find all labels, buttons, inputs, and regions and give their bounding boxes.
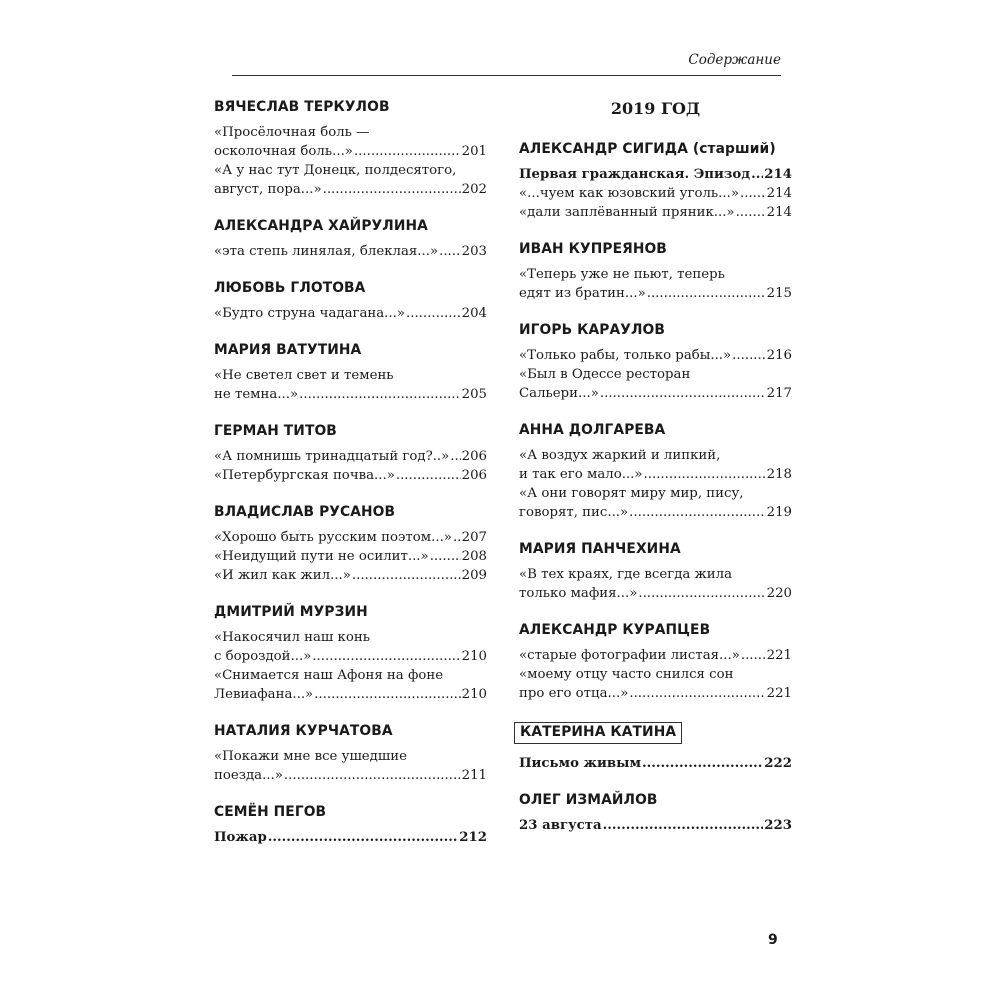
entry-page-number: 207 — [461, 530, 487, 545]
running-header-title: Содержание — [688, 52, 781, 68]
entry-title-line: Письмо живым — [519, 756, 641, 771]
toc-author-section — [519, 321, 792, 403]
entry-title-line: «старые фотографии листая...» — [519, 648, 740, 663]
dot-leader — [741, 646, 766, 665]
toc-entry[interactable] — [214, 628, 487, 666]
dot-leader — [453, 528, 461, 547]
author-name: АЛЕКСАНДРА ХАЙРУЛИНА — [214, 218, 428, 234]
entry-leader-row — [214, 647, 487, 666]
dot-leader — [352, 566, 461, 585]
toc-entry[interactable] — [214, 547, 487, 566]
entry-page-number: 204 — [461, 306, 487, 321]
toc-entry[interactable] — [519, 265, 792, 303]
dot-leader — [430, 547, 461, 566]
toc-author-section — [519, 621, 792, 703]
entry-page-number: 217 — [766, 386, 792, 401]
dot-leader — [354, 142, 461, 161]
toc-entry[interactable] — [214, 304, 487, 323]
entry-page-number: 223 — [764, 818, 792, 833]
entry-page-number: 222 — [764, 756, 792, 771]
entry-leader-row — [519, 584, 792, 603]
entry-leader-row — [519, 754, 792, 773]
entry-title-line: «И жил как жил...» — [214, 568, 351, 583]
entry-title-line: «Снимается наш Афоня на фоне — [214, 668, 444, 683]
toc-author-section — [519, 240, 792, 303]
dot-leader — [647, 284, 766, 303]
entry-title-line: «Покажи мне все ушедшие — [214, 749, 407, 764]
author-name: ИВАН КУПРЕЯНОВ — [519, 241, 667, 257]
author-name: ВЛАДИСЛАВ РУСАНОВ — [214, 504, 396, 520]
page-number: 9 — [768, 932, 778, 948]
entry-leader-row — [519, 165, 792, 184]
dot-leader — [284, 766, 461, 785]
toc-entry[interactable] — [214, 466, 487, 485]
dot-leader — [323, 180, 461, 199]
entry-page-number: 210 — [461, 649, 487, 664]
entry-leader-row — [214, 766, 487, 785]
dot-leader — [740, 184, 766, 203]
toc-entry[interactable] — [214, 828, 487, 847]
entry-leader-row — [214, 547, 487, 566]
entry-page-number: 215 — [766, 286, 792, 301]
toc-entry[interactable] — [519, 346, 792, 365]
author-name: ДМИТРИЙ МУРЗИН — [214, 604, 368, 620]
author-name: СЕМЁН ПЕГОВ — [214, 804, 327, 820]
toc-entry[interactable] — [214, 566, 487, 585]
entry-title-line: «Был в Одессе ресторан — [519, 367, 691, 382]
header-rule — [232, 75, 781, 76]
entry-title-line: «Будто струна чадагана...» — [214, 306, 405, 321]
entry-leader-row — [519, 503, 792, 522]
entry-leader-row — [214, 466, 487, 485]
dot-leader — [450, 447, 460, 466]
entry-page-number: 208 — [461, 549, 487, 564]
dot-leader — [642, 754, 763, 773]
dot-leader — [638, 584, 765, 603]
entry-leader-row — [214, 685, 487, 704]
entry-page-number: 214 — [766, 186, 792, 201]
year-heading: 2019 ГОД — [610, 99, 701, 118]
entry-leader-row — [519, 184, 792, 203]
author-name: ОЛЕГ ИЗМАЙЛОВ — [519, 792, 658, 808]
entry-title-line: осколочная боль...» — [214, 144, 353, 159]
entry-leader-row — [214, 566, 487, 585]
entry-page-number: 203 — [461, 244, 487, 259]
entry-leader-row — [214, 528, 487, 547]
dot-leader — [312, 647, 460, 666]
toc-entry[interactable] — [519, 646, 792, 665]
toc-author-section — [214, 422, 487, 485]
entry-leader-row — [214, 304, 487, 323]
author-name: АЛЕКСАНДР КУРАПЦЕВ — [519, 622, 711, 638]
toc-entry[interactable] — [519, 816, 792, 835]
entry-leader-row — [519, 203, 792, 222]
author-name: МАРИЯ ПАНЧЕХИНА — [519, 541, 681, 557]
entry-title-line: Первая гражданская. Эпизод — [519, 167, 751, 182]
dot-leader — [600, 384, 766, 403]
entry-title-line: «В тех краях, где всегда жила — [519, 567, 733, 582]
entry-page-number: 212 — [459, 830, 487, 845]
entry-leader-row — [214, 385, 487, 404]
entry-page-number: 202 — [461, 182, 487, 197]
entry-title-line: и так его мало...» — [519, 467, 643, 482]
toc-entry[interactable] — [214, 666, 487, 704]
toc-entry[interactable] — [214, 123, 487, 161]
entry-page-number: 209 — [461, 568, 487, 583]
dot-leader — [396, 466, 461, 485]
toc-entry[interactable] — [519, 754, 792, 773]
toc-right-column — [519, 98, 792, 853]
toc-left-column — [214, 98, 487, 865]
entry-leader-row — [214, 242, 487, 261]
author-name: ГЕРМАН ТИТОВ — [214, 423, 337, 439]
entry-page-number: 220 — [766, 586, 792, 601]
toc-author-section — [519, 721, 792, 773]
entry-leader-row — [519, 284, 792, 303]
entry-page-number: 206 — [461, 468, 487, 483]
toc-entry[interactable] — [214, 447, 487, 466]
entry-leader-row — [519, 384, 792, 403]
dot-leader — [314, 685, 460, 704]
entry-page-number: 205 — [461, 387, 487, 402]
toc-entry[interactable] — [214, 242, 487, 261]
entry-title-line: Пожар — [214, 830, 267, 845]
toc-entry[interactable] — [214, 366, 487, 404]
dot-leader — [406, 304, 461, 323]
toc-author-section — [519, 540, 792, 603]
entry-leader-row — [214, 142, 487, 161]
entry-page-number: 201 — [461, 144, 487, 159]
entry-title-line: «Петербургская почва...» — [214, 468, 395, 483]
dot-leader — [751, 165, 763, 184]
entry-page-number: 206 — [461, 449, 487, 464]
entry-title-line: «моему отцу часто снился сон — [519, 667, 734, 682]
entry-title-line: с бороздой...» — [214, 649, 312, 664]
toc-author-section — [214, 98, 487, 199]
author-name: НАТАЛИЯ КУРЧАТОВА — [214, 723, 393, 739]
entry-leader-row — [214, 180, 487, 199]
toc-entry[interactable] — [519, 446, 792, 484]
toc-entry[interactable] — [519, 484, 792, 522]
entry-title-line: Левиафана...» — [214, 687, 314, 702]
entry-title-line: едят из братин...» — [519, 286, 646, 301]
entry-title-line: август, пора...» — [214, 182, 322, 197]
toc-author-section — [519, 791, 792, 835]
entry-page-number: 221 — [766, 648, 792, 663]
author-name: ЛЮБОВЬ ГЛОТОВА — [214, 280, 366, 296]
toc-author-section — [214, 603, 487, 704]
author-name: КАТЕРИНА КАТИНА — [514, 722, 682, 744]
dot-leader — [644, 465, 766, 484]
entry-page-number: 210 — [461, 687, 487, 702]
toc-entry[interactable] — [214, 528, 487, 547]
dot-leader — [736, 203, 766, 222]
dot-leader — [629, 503, 765, 522]
dot-leader — [439, 242, 461, 261]
toc-entry[interactable] — [519, 165, 792, 184]
entry-title-line: «Теперь уже не пьют, теперь — [519, 267, 725, 282]
entry-title-line: «А у нас тут Донецк, полдесятого, — [214, 163, 457, 178]
toc-entry[interactable] — [214, 747, 487, 785]
dot-leader — [603, 816, 764, 835]
entry-leader-row — [519, 346, 792, 365]
entry-page-number: 216 — [766, 348, 792, 363]
dot-leader — [732, 346, 765, 365]
entry-title-line: говорят, пис...» — [519, 505, 629, 520]
entry-leader-row — [214, 447, 487, 466]
entry-title-line: только мафия...» — [519, 586, 638, 601]
entry-title-line: «А помнишь тринадцатый год?..» — [214, 449, 450, 464]
toc-author-section — [519, 140, 792, 222]
entry-title-line: 23 августа — [519, 818, 602, 833]
toc-entry[interactable] — [519, 365, 792, 403]
entry-title-line: Сальери...» — [519, 386, 599, 401]
entry-title-line: «Не светел свет и темень — [214, 368, 394, 383]
entry-title-line: поезда...» — [214, 768, 283, 783]
entry-title-line: «Накосячил наш конь — [214, 630, 370, 645]
toc-author-section — [519, 421, 792, 522]
toc-author-section — [214, 503, 487, 585]
entry-title-line: «...чуем как юзовский уголь...» — [519, 186, 739, 201]
entry-page-number: 214 — [766, 205, 792, 220]
toc-author-section — [214, 722, 487, 785]
entry-leader-row — [519, 684, 792, 703]
author-name: АЛЕКСАНДР СИГИДА (старший) — [519, 141, 776, 157]
author-name: ВЯЧЕСЛАВ ТЕРКУЛОВ — [214, 99, 390, 115]
toc-right-sections — [519, 140, 792, 835]
entry-title-line: «А воздух жаркий и липкий, — [519, 448, 721, 463]
entry-page-number: 214 — [764, 167, 792, 182]
toc-entry[interactable] — [519, 203, 792, 222]
author-name: ИГОРЬ КАРАУЛОВ — [519, 322, 665, 338]
entry-title-line: не темна...» — [214, 387, 299, 402]
entry-title-line: «Неидущий пути не осилит...» — [214, 549, 429, 564]
toc-author-section — [214, 341, 487, 404]
author-name: МАРИЯ ВАТУТИНА — [214, 342, 362, 358]
toc-author-section — [214, 803, 487, 847]
toc-entry[interactable] — [214, 161, 487, 199]
entry-leader-row — [519, 816, 792, 835]
dot-leader — [299, 385, 460, 404]
entry-leader-row — [519, 646, 792, 665]
entry-leader-row — [519, 465, 792, 484]
dot-leader — [629, 684, 765, 703]
author-name: АННА ДОЛГАРЕВА — [519, 422, 666, 438]
entry-title-line: про его отца...» — [519, 686, 629, 701]
entry-page-number: 219 — [766, 505, 792, 520]
toc-author-section — [214, 217, 487, 261]
entry-page-number: 221 — [766, 686, 792, 701]
toc-entry[interactable] — [519, 184, 792, 203]
entry-page-number: 218 — [766, 467, 792, 482]
entry-leader-row — [214, 828, 487, 847]
entry-title-line: «Хорошо быть русским поэтом...» — [214, 530, 452, 545]
entry-page-number: 211 — [461, 768, 487, 783]
toc-entry[interactable] — [519, 565, 792, 603]
entry-title-line: «дали заплёванный пряник...» — [519, 205, 735, 220]
entry-title-line: «А они говорят миру мир, пису, — [519, 486, 744, 501]
entry-title-line: «Только рабы, только рабы...» — [519, 348, 732, 363]
dot-leader — [268, 828, 458, 847]
toc-author-section — [214, 279, 487, 323]
entry-title-line: «эта степь линялая, блеклая...» — [214, 244, 439, 259]
toc-entry[interactable] — [519, 665, 792, 703]
entry-title-line: «Просёлочная боль — — [214, 125, 370, 140]
